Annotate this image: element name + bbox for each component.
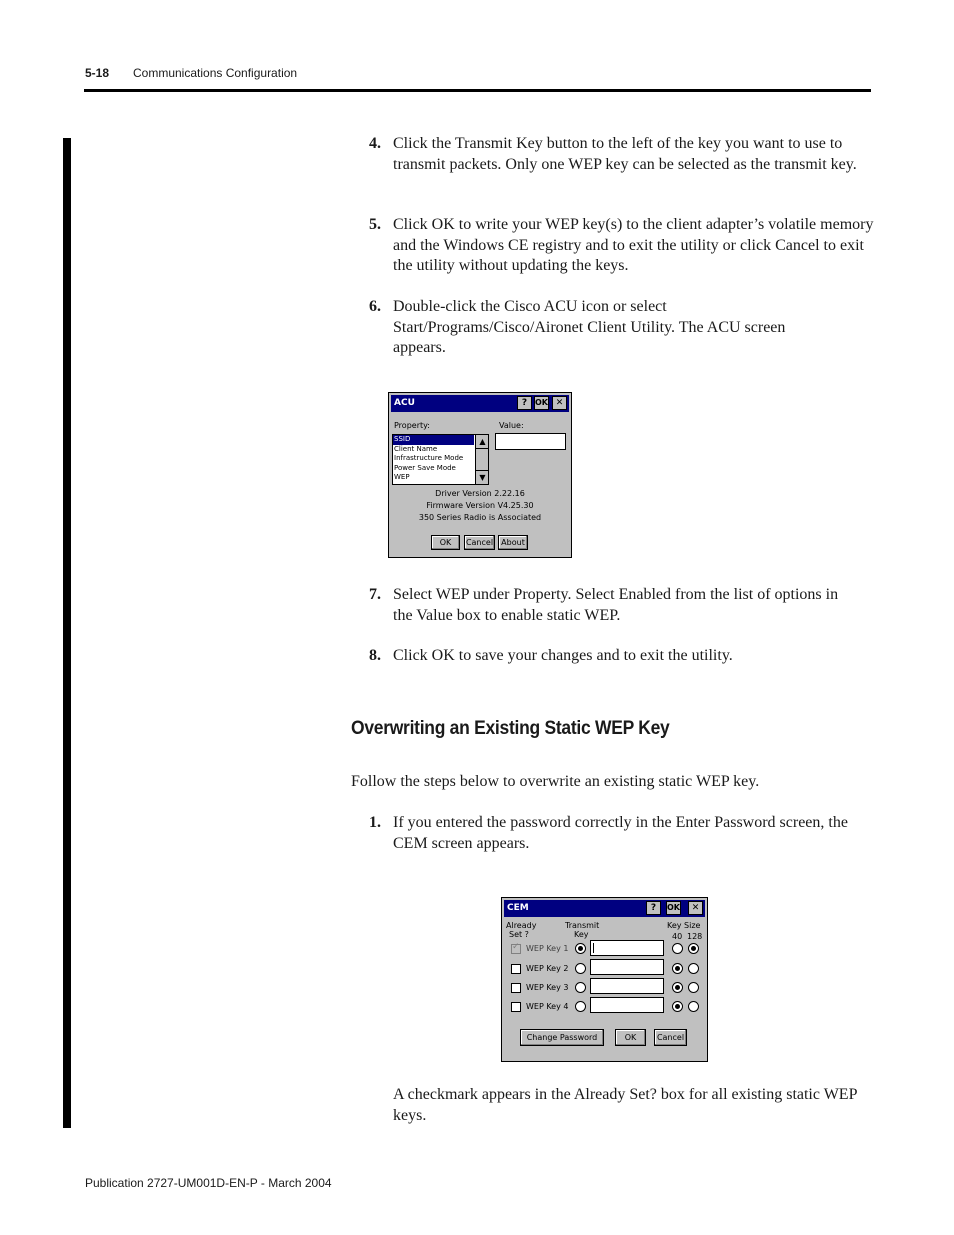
cem-titlebar: [504, 900, 705, 917]
wep-key-input[interactable]: [590, 978, 664, 994]
step-7: [369, 585, 839, 626]
key-size-128-radio[interactable]: [688, 982, 699, 993]
key-size-40-radio[interactable]: [672, 1001, 683, 1012]
transmit-key-radio[interactable]: [575, 1001, 586, 1012]
col-key-size: Key Size: [667, 921, 701, 930]
help-button[interactable]: ?: [517, 396, 532, 410]
key-size-128-radio[interactable]: [688, 1001, 699, 1012]
property-label: Property:: [394, 421, 430, 430]
cancel-button[interactable]: Cancel: [464, 535, 495, 550]
ok-button[interactable]: OK: [615, 1029, 646, 1046]
step-4: [369, 134, 874, 175]
transmit-key-radio[interactable]: [575, 943, 586, 954]
scrollbar[interactable]: [475, 435, 489, 484]
intro-paragraph: Follow the steps below to overwrite an existing static WEP key.: [351, 773, 760, 790]
property-list[interactable]: [392, 434, 489, 485]
acu-titlebar: [391, 395, 569, 412]
step-number: 6.: [369, 298, 381, 315]
cem-title: CEM: [507, 903, 529, 913]
key-size-40-radio[interactable]: [672, 963, 683, 974]
already-set-checkbox[interactable]: [511, 1002, 521, 1012]
transmit-key-radio[interactable]: [575, 982, 586, 993]
title-ok-button[interactable]: OK: [534, 396, 549, 410]
value-label: Value:: [499, 421, 524, 430]
step-text: Double-click the Cisco ACU icon or select Start/Programs/Cisco/Aironet Client Utility. The ACU screen appears.: [393, 298, 786, 356]
key-size-128: 128: [687, 932, 703, 941]
wep-key-input[interactable]: [590, 940, 664, 956]
key-size-40-radio[interactable]: [672, 943, 683, 954]
transmit-key-radio[interactable]: [575, 963, 586, 974]
already-set-checkbox[interactable]: [511, 983, 521, 993]
section-running-title: Communications Configuration: [133, 66, 298, 80]
acu-window: [388, 392, 572, 558]
step-number: 5.: [369, 216, 381, 233]
step-number: 8.: [369, 647, 381, 664]
scroll-up-icon[interactable]: ▲: [476, 435, 489, 449]
step-number: 7.: [369, 586, 381, 603]
wep-key-input[interactable]: [590, 959, 664, 975]
property-item[interactable]: SSID: [393, 435, 474, 445]
already-set-checkbox[interactable]: [511, 964, 521, 974]
step-6: [369, 297, 839, 359]
close-icon[interactable]: ✕: [688, 901, 703, 915]
step-text: Click OK to write your WEP key(s) to the client adapter’s volatile memory and the Windows CE registry and to exit the utility or click Cancel to exit the utility without updating the keys.: [393, 216, 874, 274]
ok-button[interactable]: OK: [431, 535, 460, 550]
close-icon[interactable]: ✕: [552, 396, 567, 410]
section-heading: Overwriting an Existing Static WEP Key: [351, 718, 670, 739]
property-item[interactable]: Power Save Mode: [394, 463, 456, 472]
col-already-set-2: Set ?: [509, 930, 529, 939]
wep-key-label: WEP Key 1: [526, 944, 569, 953]
value-input[interactable]: [495, 433, 566, 450]
key-size-128-radio[interactable]: [688, 943, 699, 954]
property-item[interactable]: Client Name: [394, 444, 438, 453]
property-item[interactable]: WEP: [394, 473, 410, 481]
cem-window: [501, 897, 708, 1062]
step-number: 1.: [369, 814, 381, 831]
wep-key-label: WEP Key 3: [526, 983, 569, 992]
wep-key-label: WEP Key 4: [526, 1002, 569, 1011]
scroll-down-icon[interactable]: ▼: [476, 470, 489, 484]
key-size-40: 40: [672, 932, 683, 941]
col-already-set: Already: [506, 921, 537, 930]
col-transmit-key-2: Key: [574, 930, 589, 939]
already-set-checkbox: ✓: [512, 942, 520, 952]
step-8: [369, 646, 874, 667]
change-bar: [63, 138, 71, 1128]
wep-key-input[interactable]: [590, 997, 664, 1013]
step-text: Click OK to save your changes and to exit the utility.: [393, 647, 733, 664]
note-paragraph: A checkmark appears in the Already Set? box for all existing static WEP keys.: [393, 1086, 857, 1124]
key-size-40-radio[interactable]: [672, 982, 683, 993]
cancel-button[interactable]: Cancel: [654, 1029, 687, 1046]
step-text: Select WEP under Property. Select Enabled from the list of options in the Value box to enable static WEP.: [393, 586, 839, 624]
step-1: [369, 813, 849, 854]
radio-status: 350 Series Radio is Associated: [418, 513, 542, 522]
publication-footer: Publication 2727-UM001D-EN-P - March 2004: [85, 1176, 332, 1190]
help-button[interactable]: ?: [646, 901, 661, 915]
step-text: If you entered the password correctly in the Enter Password screen, the CEM screen appears.: [393, 814, 848, 852]
step-number: 4.: [369, 135, 381, 152]
step-text: Click the Transmit Key button to the left of the key you want to use to transmit packets. Only one WEP key can be selected as the transmit key.: [393, 135, 857, 173]
property-item[interactable]: Infrastructure Mode: [394, 454, 464, 462]
change-password-button[interactable]: Change Password: [520, 1029, 604, 1046]
about-button[interactable]: About: [498, 535, 528, 550]
driver-version: Driver Version 2.22.16: [435, 489, 525, 498]
text-cursor: [593, 943, 594, 953]
col-transmit-key: Transmit: [565, 921, 600, 930]
step-5: [369, 215, 874, 277]
header-rule: [84, 89, 871, 92]
acu-title: ACU: [394, 398, 415, 408]
firmware-version: Firmware Version V4.25.30: [426, 501, 534, 510]
page-number: 5-18: [85, 66, 110, 80]
title-ok-button[interactable]: OK: [666, 901, 681, 915]
key-size-128-radio[interactable]: [688, 963, 699, 974]
wep-key-label: WEP Key 2: [526, 964, 569, 973]
